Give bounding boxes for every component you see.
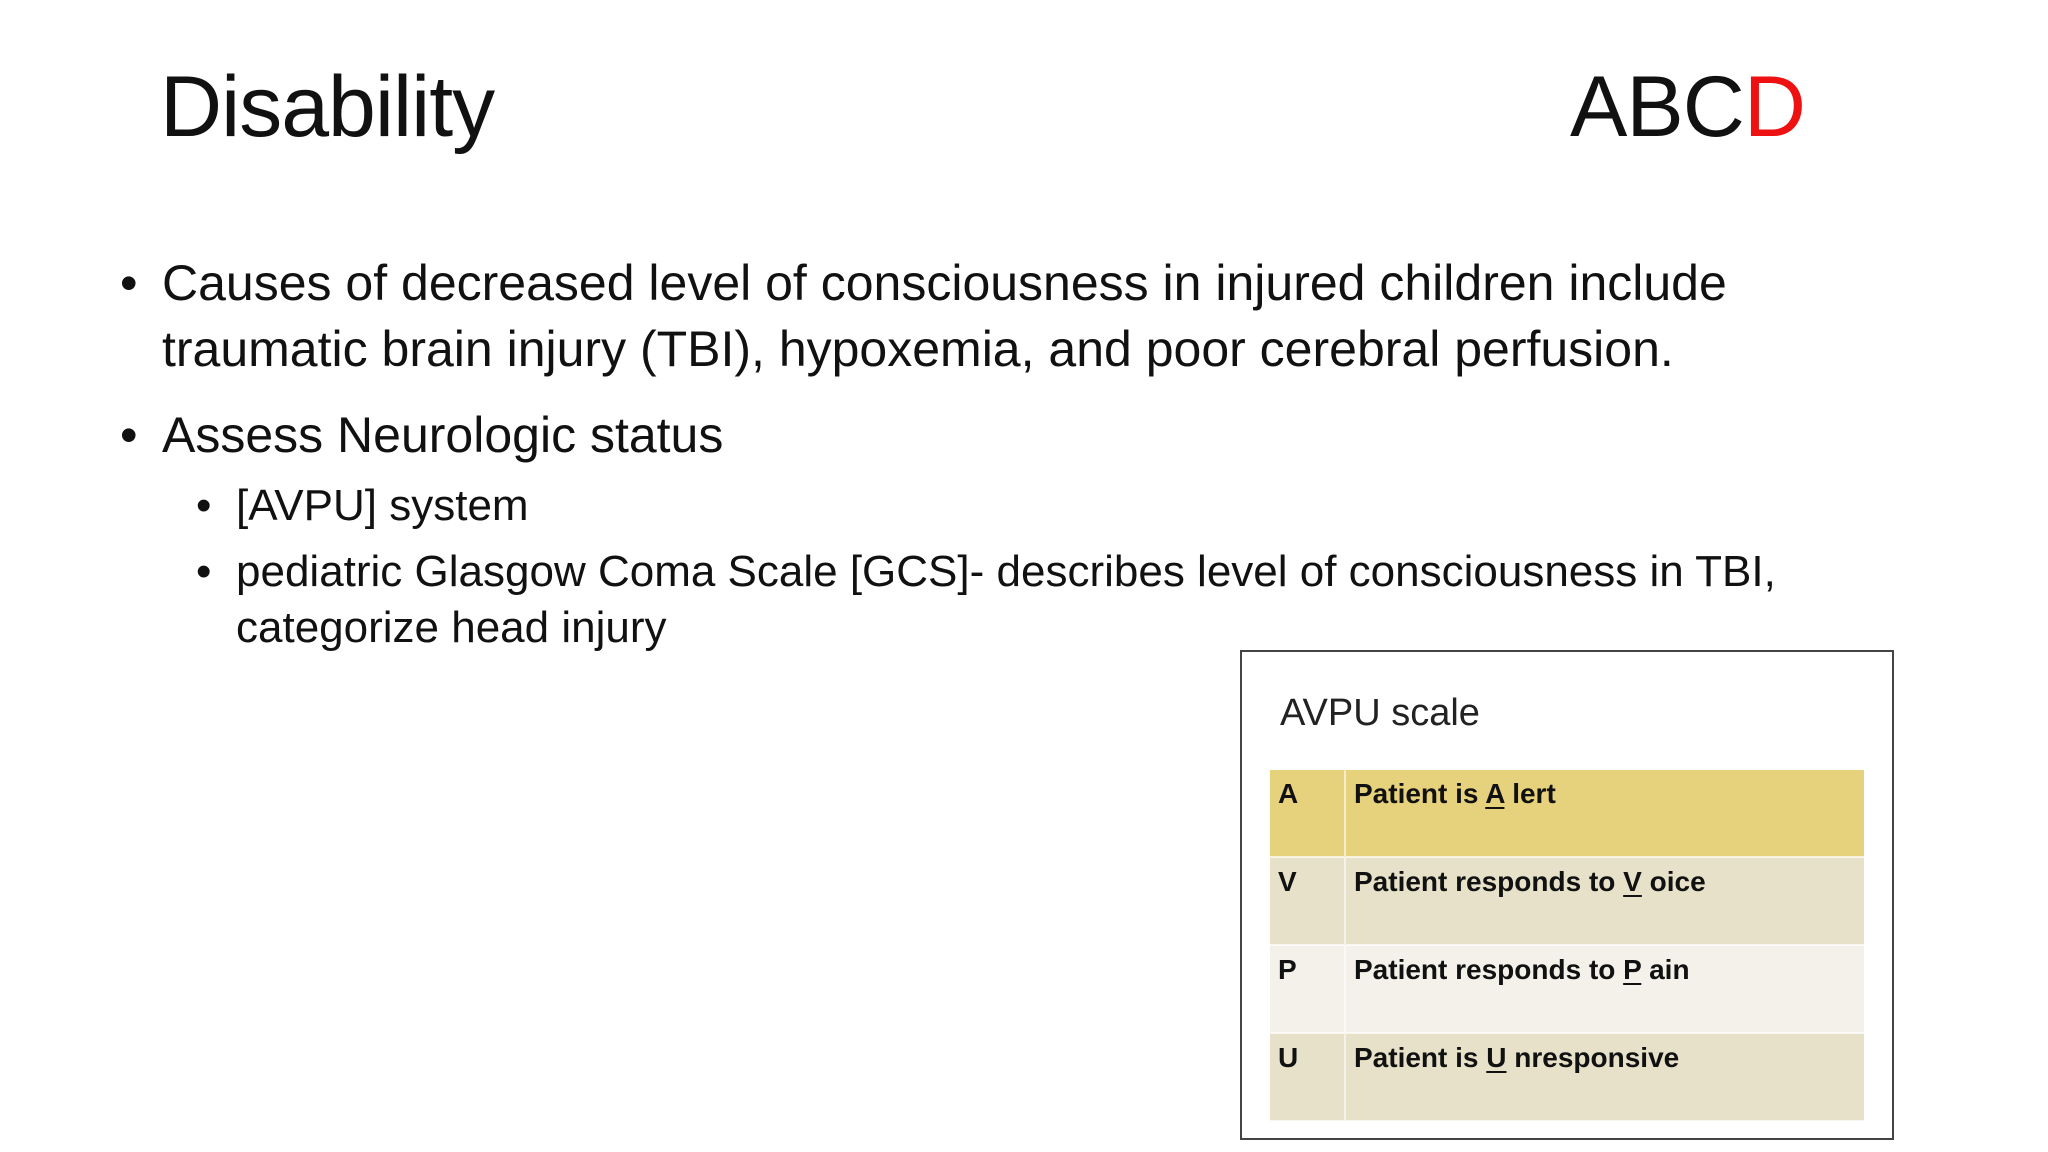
bullet-list [120, 250, 1900, 656]
bullet-assess [120, 402, 1900, 468]
table-row [1270, 857, 1864, 945]
sub-bullet-avpu [196, 478, 1900, 534]
abcd-prefix: ABC [1570, 59, 1744, 155]
slide-title: Disability [160, 59, 495, 155]
sub-bullet-dot-icon: • [196, 481, 212, 530]
sub-bullet-text: pediatric Glasgow Coma Scale [GCS]- describes level of consciousness in TBI, categorize head injury [236, 547, 1776, 652]
table-row [1270, 1033, 1864, 1121]
bullet-text: Assess Neurologic status [162, 407, 724, 463]
bullet-text: Causes of decreased level of consciousness in injured children include traumatic brain injury (TBI), hypoxemia, and poor cerebral perfusion. [162, 255, 1727, 377]
bullet-dot-icon: • [120, 255, 138, 311]
avpu-key-letter: A [1485, 778, 1505, 809]
avpu-letter: P [1270, 945, 1345, 1033]
avpu-description: Patient responds to V oice [1354, 866, 1706, 897]
avpu-description: Patient is A lert [1354, 778, 1556, 809]
avpu-scale-card [1240, 650, 1894, 1140]
table-row [1270, 945, 1864, 1033]
avpu-title: AVPU scale [1280, 692, 1480, 734]
table-row [1270, 770, 1864, 857]
abcd-heading [1570, 58, 1805, 157]
avpu-description: Patient is U nresponsive [1354, 1042, 1680, 1073]
bullet-dot-icon: • [120, 407, 138, 463]
avpu-letter: V [1270, 857, 1345, 945]
avpu-key-letter: V [1623, 866, 1642, 897]
avpu-key-letter: P [1623, 954, 1642, 985]
sub-bullet-text: [AVPU] system [236, 481, 529, 530]
abcd-accent-letter: D [1743, 59, 1805, 155]
avpu-table [1270, 770, 1864, 1122]
avpu-description: Patient responds to P ain [1354, 954, 1690, 985]
avpu-letter: A [1270, 770, 1345, 857]
avpu-key-letter: U [1486, 1042, 1507, 1073]
avpu-letter: U [1270, 1033, 1345, 1121]
sub-bullet-dot-icon: • [196, 547, 212, 596]
bullet-causes [120, 250, 1900, 382]
sub-bullet-gcs [196, 544, 1900, 656]
